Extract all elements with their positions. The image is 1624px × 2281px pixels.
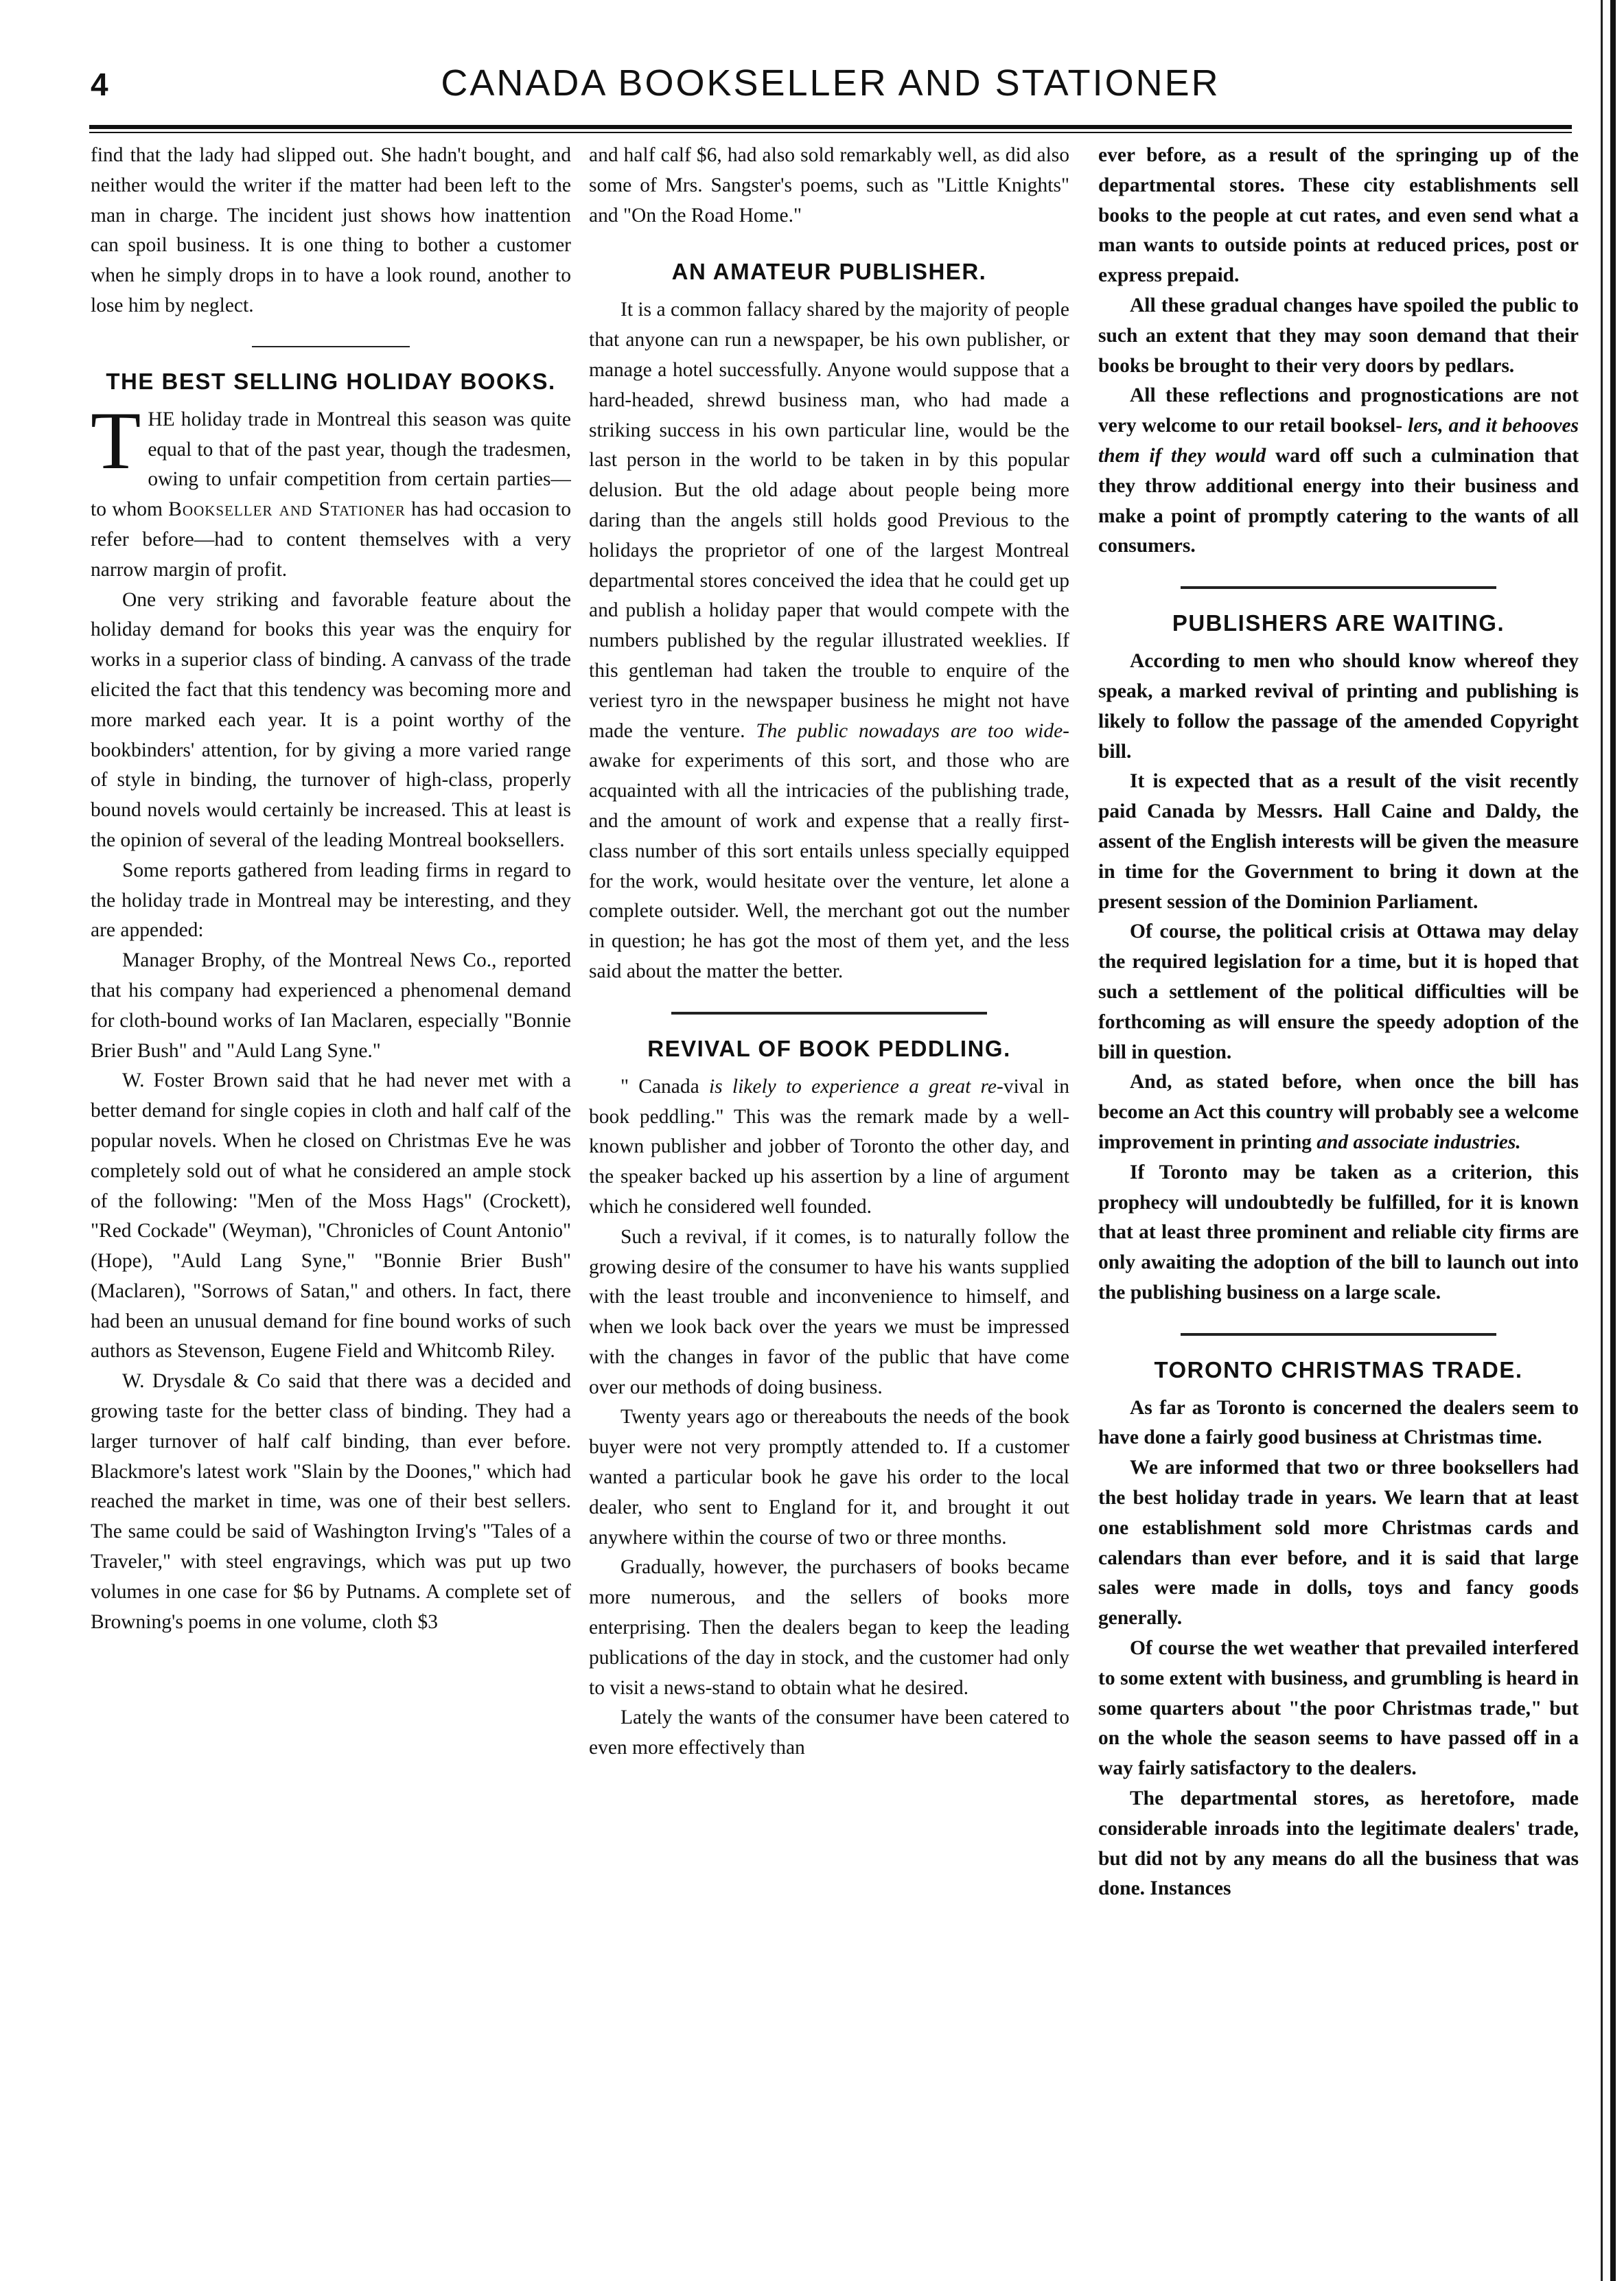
text-run: HE holiday trade in Montreal this season was quite equal to that of the past year, though the tradesmen, owing to unfair competition from certain parties—to whom: [91, 408, 571, 521]
italic-run: is likely to experience a great re-: [708, 1075, 1004, 1098]
page-edge-bar: [1610, 0, 1616, 2281]
paragraph: ever before, as a result of the springing up of the departmental stores. These city establishments sell books to the people at cut rates, and even send what a man wants to outside points at reduced prices, post or express prepaid.: [1098, 144, 1579, 287]
heading-revival-book-peddling: REVIVAL OF BOOK PEDDLING.: [647, 1035, 1011, 1061]
paragraph: W. Drysdale & Co said that there was a decided and growing taste for the better class of binding. They had a larger turnover of half calf binding, than ever before. Blackmore's latest work "Slain by the Doones," which had reached the market in time, was one of their best sellers. The same could be said of Washington Irving's "Tales of a Traveler," with steel engravings, which was put up two volumes in one case for $6 by Putnams. A complete set of Browning's poems in one volume, cloth $3: [91, 1370, 571, 1633]
text-run: All these reflections and prognostications are not very welcome to our retail booksel-: [1098, 384, 1579, 437]
text-run: And, as stated before, when once the bill has become an Act this country will probably see a welcome improvement in printing: [1098, 1071, 1579, 1153]
italic-run: and associate industries.: [1316, 1131, 1521, 1153]
heading-best-selling-holiday-books: THE BEST SELLING HOLIDAY BOOKS.: [106, 368, 556, 394]
paragraph: All these gradual changes have spoiled the public to such an extent that they may soon demand that their books be brought to their very doors by pedlars.: [1098, 294, 1579, 377]
column-1: [91, 141, 571, 2255]
column-3: [1098, 141, 1579, 2255]
paragraph: Gradually, however, the purchasers of books became more numerous, and the sellers of books more enterprising. Then the dealers began to keep the leading publications of the day in stock, and the customer had only to visit a news-stand to obtain what he desired.: [589, 1556, 1069, 1699]
text-run: has had occasion to refer before—had to content themselves with a very narrow margin of profit.: [91, 498, 571, 581]
italic-run: lers, and it behooves them if they would: [1098, 415, 1579, 467]
paragraph: Lately the wants of the consumer have been catered to even more effectively than: [589, 1706, 1069, 1759]
header-rule-thin: [89, 132, 1572, 133]
paragraph: One very striking and favorable feature about the holiday demand for books this year was the enquiry for works in a superior class of binding. A canvass of the trade elicited the fact that this tendency was becoming more and more marked each year. It is a point worthy of the bookbinders' attention, for by giving a more varied range of style in binding, the turnover of high-class, properly bound novels would certainly be increased. This at least is the opinion of several of the leading Montreal booksellers.: [91, 588, 571, 851]
running-head: CANADA BOOKSELLER AND STATIONER: [441, 62, 1220, 104]
paragraph: According to men who should know whereof they speak, a marked revival of printing and publishing is likely to follow the passage of the amended Copyright bill.: [1098, 650, 1579, 763]
paragraph: If Toronto may be taken as a criterion, this prophecy will undoubtedly be fulfilled, for it is known that at least three prominent and reliable city firms are only awaiting the adoption of the bill to launch out into the publishing business on a large scale.: [1098, 1161, 1579, 1304]
page-number: 4: [91, 67, 108, 102]
paragraph: and half calf $6, had also sold remarkably well, as did also some of Mrs. Sangster's poems, such as "Little Knights" and "On the Road Home.": [589, 144, 1069, 227]
column-2: [589, 141, 1069, 2255]
heading-toronto-christmas-trade: TORONTO CHRISTMAS TRADE.: [1154, 1356, 1523, 1382]
page-header: [89, 62, 1572, 124]
italic-run: The public nowadays are too wide-: [756, 719, 1069, 742]
paragraph: [589, 295, 1069, 986]
section-divider: [671, 1012, 987, 1015]
paragraph: Manager Brophy, of the Montreal News Co., reported that his company had experienced a phenomenal demand for cloth-bound works of Ian Maclaren, especially "Bonnie Brier Bush" and "Auld Lang Syne.": [91, 949, 571, 1062]
text-run: awake for experiments of this sort, and those who are acquainted with all the intricacies of the publishing trade, and the amount of work and expense that a really first-class number of this sort entails unless specially equipped for the work, would hesitate over the venture, let alone a complete outsider. Well, the merchant got out the number in question; he has got the most of them yet, and the less said about the matter the better.: [589, 750, 1069, 982]
section-divider: [1181, 586, 1496, 589]
section-divider: [252, 346, 410, 347]
section-divider: [1181, 1333, 1496, 1336]
paragraph: As far as Toronto is concerned the dealers seem to have done a fairly good business at Christmas time.: [1098, 1396, 1579, 1449]
paragraph: Of course the wet weather that prevailed interfered to some extent with business, and grumbling is heard in some quarters about "the poor Christmas trade," but on the whole the season seems to have passed off in a way fairly satisfactory to the dealers.: [1098, 1637, 1579, 1780]
paragraph: Such a revival, if it comes, is to naturally follow the growing desire of the consumer to have his wants supplied with the least trouble and inconvenience to himself, and when we look back over the years we must be impressed with the changes in favor of the public that have come over our methods of doing business.: [589, 1225, 1069, 1398]
paragraph: [1098, 1067, 1579, 1157]
paragraph: It is expected that as a result of the visit recently paid Canada by Messrs. Hall Caine and Daldy, the assent of the English interests will be given the measure in time for the Government to bring it down at the present session of the Dominion Parliament.: [1098, 770, 1579, 913]
paragraph: [1098, 381, 1579, 561]
text-run: " Canada: [620, 1075, 699, 1098]
drop-cap: T: [91, 394, 141, 486]
heading-publishers-are-waiting: PUBLISHERS ARE WAITING.: [1172, 610, 1505, 636]
paragraph: Twenty years ago or thereabouts the needs of the book buyer were not very promptly attended to. If a customer wanted a particular book he gave his order to the local dealer, who sent to England for it, and brought it out anywhere within the course of two or three months.: [589, 1406, 1069, 1549]
paragraph: We are informed that two or three booksellers had the best holiday trade in years. We learn that at least one establishment sold more Christmas cards and calendars than ever before, and it is said that large sales were made in dolls, toys and fancy goods generally.: [1098, 1457, 1579, 1630]
page-edge-line: [1601, 0, 1603, 2281]
paragraph: [91, 394, 571, 586]
text-run: ward off such a culmination that they throw additional energy into their business and make a point of promptly catering to the wants of all consumers.: [1098, 444, 1579, 557]
paragraph: W. Foster Brown said that he had never met with a better demand for single copies in cloth and half calf of the popular novels. When he closed on Christmas Eve he was completely sold out of what he considered an ample stock of the following: "Men of the Moss Hags" (Crockett), "Red Cockade" (Weyman), "Chronicles of Count Antonio" (Hope), "Auld Lang Syne," "Bonnie Brier Bush" (Maclaren), "Sorrows of Satan," and others. In fact, there had been an unusual demand for fine bound works of such authors as Stevenson, Eugene Field and Whitcomb Riley.: [91, 1069, 571, 1363]
paragraph: Of course, the political crisis at Ottawa may delay the required legislation for a time, but it is hoped that such a settlement of the political difficulties will be forthcoming as will ensure the speedy adoption of the bill in question.: [1098, 920, 1579, 1063]
text-run: It is a common fallacy shared by the majority of people that anyone can run a newspaper, be his own publisher, or manage a hotel successfully. Anyone would suppose that a hard-headed, shrewd business man, who had made a striking success in his own particular line, would be the last person in the world to be taken in by this popular delusion. But the old adage about people being more daring than the angels still holds good Previous to the holidays the proprietor of one of the largest Montreal departmental stores conceived the idea that he could get up and publish a holiday paper that would compete with the numbers published by the regular illustrated weeklies. If this gentleman had taken the trouble to enquire of the veriest tyro in the newspaper business he might not have made the venture.: [589, 299, 1069, 742]
paragraph: find that the lady had slipped out. She hadn't bought, and neither would the writer if the matter had been left to the man in charge. The incident just shows how inattention can spoil business. It is one thing to bother a customer when he simply drops in to have a look round, another to lose him by neglect.: [91, 144, 571, 316]
publication-name: Bookseller and Stationer: [168, 498, 406, 521]
paragraph: The departmental stores, as heretofore, made considerable inroads into the legitimate dealers' trade, but did not by any means do all the business that was done. Instances: [1098, 1787, 1579, 1900]
header-rule-thick: [89, 125, 1572, 129]
paragraph: Some reports gathered from leading firms in regard to the holiday trade in Montreal may be interesting, and they are appended:: [91, 859, 571, 942]
heading-amateur-publisher: AN AMATEUR PUBLISHER.: [671, 259, 987, 285]
paragraph: [589, 1072, 1069, 1223]
text-run: vival in book peddling." This was the remark made by a well-known publisher and jobber of Toronto the other day, and the speaker backed up his assertion by a line of argument which he considered well founded.: [589, 1075, 1069, 1218]
